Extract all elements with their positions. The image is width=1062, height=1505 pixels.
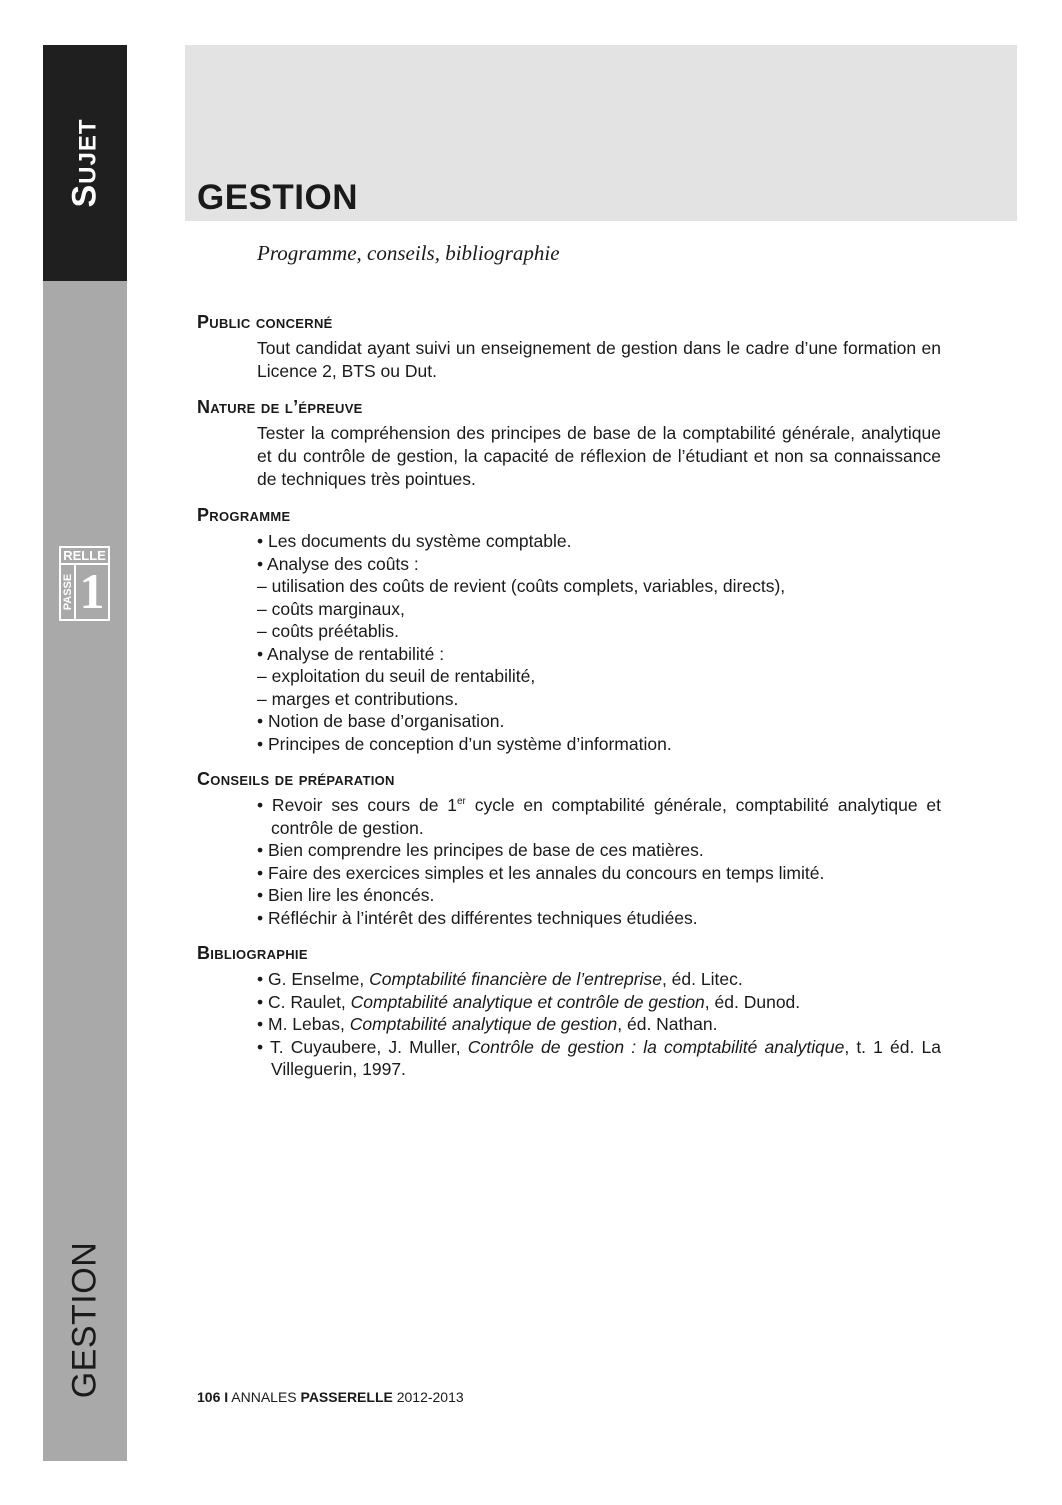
logo-side bbox=[61, 565, 76, 619]
list-item: • Notion de base d’organisation. bbox=[257, 711, 505, 731]
section-programme bbox=[197, 503, 941, 755]
section-conseils bbox=[197, 767, 941, 929]
author: • M. Lebas, bbox=[257, 1014, 350, 1034]
page-footer bbox=[197, 1389, 464, 1405]
logo-number: 1 bbox=[79, 563, 105, 619]
list-item: • Réfléchir à l’intérêt des différentes techniques étudiées. bbox=[257, 907, 698, 928]
section-public bbox=[197, 310, 941, 383]
list-item-text: cycle en comptabilité générale, comptabilité analytique et contrôle de gestion. bbox=[271, 795, 942, 838]
section-heading: Public concerné bbox=[197, 312, 333, 332]
section-heading: Bibliographie bbox=[197, 943, 308, 963]
footer-separator: I bbox=[224, 1389, 229, 1405]
book-title: Comptabilité analytique et contrôle de gestion bbox=[350, 991, 705, 1012]
author: • T. Cuyaubere, J. Muller, bbox=[257, 1036, 468, 1057]
book-title: Comptabilité analytique de gestion bbox=[349, 1014, 618, 1034]
section-nature bbox=[197, 395, 941, 491]
list-item: – marges et contributions. bbox=[257, 688, 459, 709]
list-item: • Principes de conception d’un système d’information. bbox=[257, 733, 672, 754]
publisher: , éd. Dunod. bbox=[704, 991, 801, 1012]
page-number: 106 bbox=[197, 1389, 221, 1405]
section-bibliographie bbox=[197, 941, 941, 1081]
sidebar-section-label bbox=[43, 45, 127, 281]
programme-list bbox=[257, 530, 941, 755]
list-item: • Analyse des coûts : bbox=[257, 553, 419, 574]
list-item bbox=[257, 1013, 941, 1036]
section-body: Tester la compréhension des principes de base de la comptabilité générale, analytique et du contrôle de gestion, la capacité de réflexion de l’étudiant et non sa connaissance de techniques très pointues. bbox=[257, 423, 941, 489]
book-title: Comptabilité financière de l’entreprise bbox=[369, 969, 662, 989]
page-subtitle: Programme, conseils, bibliographie bbox=[257, 241, 560, 265]
section-body: Tout candidat ayant suivi un enseignement de gestion dans le cadre d’une formation en Licence 2, BTS ou Dut. bbox=[257, 338, 941, 381]
publisher: , t. 1 éd. La Villeguerin, 1997. bbox=[271, 1036, 941, 1079]
sidebar-subject-text: GESTION bbox=[65, 1241, 104, 1399]
list-item bbox=[257, 1036, 941, 1081]
superscript: er bbox=[456, 796, 466, 808]
list-item: – exploitation du seuil de rentabilité, bbox=[257, 666, 536, 686]
sidebar-subject-label bbox=[43, 1190, 127, 1440]
conseils-list bbox=[257, 794, 941, 929]
list-item: – utilisation des coûts de revient (coûts complets, variables, directs), bbox=[257, 576, 786, 596]
book-title: Contrôle de gestion : la comptabilité analytique bbox=[467, 1036, 845, 1057]
passerelle-logo bbox=[59, 546, 110, 621]
footer-annales: ANNALES bbox=[231, 1389, 297, 1405]
logo-top-text: RELLE bbox=[61, 548, 108, 565]
footer-years: 2012-2013 bbox=[396, 1389, 464, 1405]
list-item: • Les documents du système comptable. bbox=[257, 531, 572, 551]
list-item: • Bien comprendre les principes de base de ces matières. bbox=[257, 840, 704, 860]
list-item bbox=[257, 794, 941, 839]
bibliographie-list bbox=[257, 968, 941, 1081]
list-item: – coûts préétablis. bbox=[257, 621, 400, 641]
page-title: GESTION bbox=[197, 178, 359, 217]
main-content bbox=[197, 310, 941, 1093]
list-item: • Faire des exercices simples et les annales du concours en temps limité. bbox=[257, 862, 825, 883]
list-item bbox=[257, 968, 941, 991]
list-item-text: • Revoir ses cours de 1 bbox=[257, 795, 457, 815]
publisher: , éd. Nathan. bbox=[617, 1014, 718, 1034]
logo-side-text: PASSE bbox=[61, 573, 74, 611]
list-item: – coûts marginaux, bbox=[257, 598, 405, 619]
section-heading: Programme bbox=[197, 505, 291, 525]
sidebar-section-text: Sujet bbox=[65, 118, 104, 208]
list-item: • Analyse de rentabilité : bbox=[257, 643, 445, 664]
author: • C. Raulet, bbox=[257, 991, 351, 1012]
author: • G. Enselme, bbox=[257, 969, 370, 989]
publisher: , éd. Litec. bbox=[661, 969, 743, 989]
list-item: • Bien lire les énoncés. bbox=[257, 885, 435, 905]
section-heading: Nature de l’épreuve bbox=[197, 397, 363, 417]
section-heading: Conseils de préparation bbox=[197, 769, 395, 789]
list-item bbox=[257, 991, 941, 1014]
footer-brand: PASSERELLE bbox=[300, 1389, 393, 1405]
